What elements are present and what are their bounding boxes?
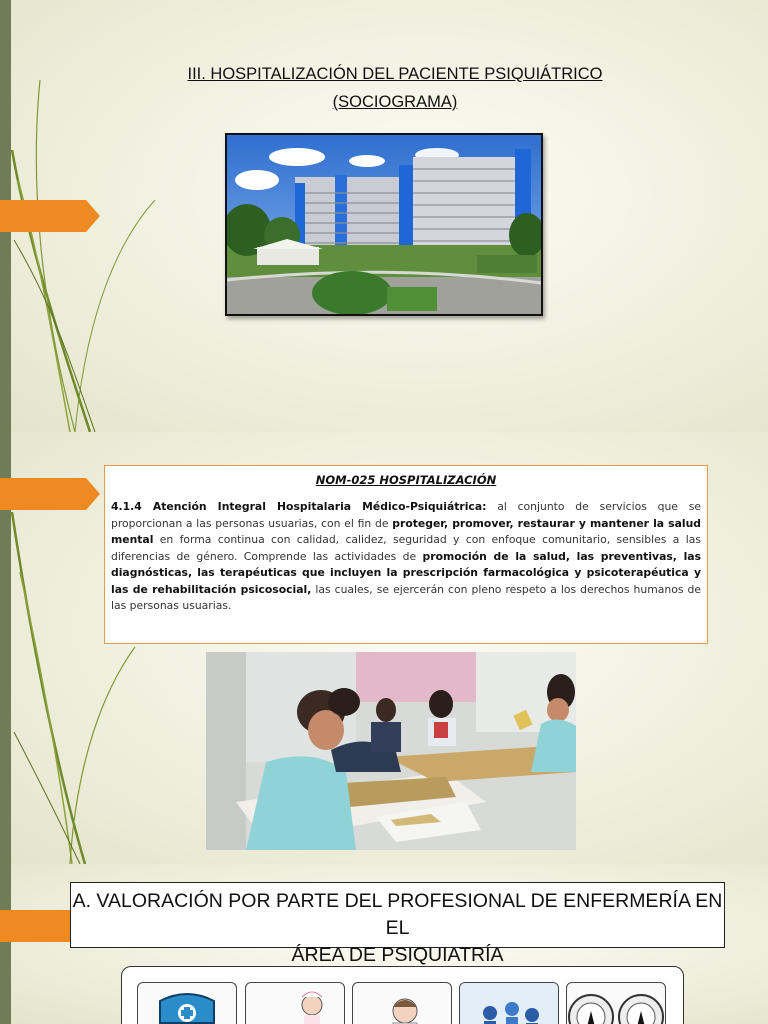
orange-arrow-tab (0, 478, 100, 510)
patients-activity-photo (206, 652, 576, 850)
paragraph-text-2: en forma continua con calidad, calidez, seguridad y con enfoque comunitario, sensibles a las diferencias de género. Comprende las actividades de (111, 533, 701, 563)
slide-title (70, 882, 725, 966)
nom-025-text-box (104, 465, 708, 644)
title-line-2: (SOCIOGRAMA) (332, 93, 458, 111)
medical-team-icon (459, 982, 559, 1024)
doctor-illustration-icon (352, 982, 452, 1024)
side-bar (0, 864, 11, 1024)
title-line-1: A. VALORACIÓN POR PARTE DEL PROFESIONAL DE ENFERMERÍA EN EL (72, 890, 723, 939)
paragraph-bold-3: promoción de la salud, las preventivas, las diagnósticas, las terapéuticas que incluyen la prescripción farmacológica y psicoterapéutica y las de rehabilitación psicosocial, (111, 549, 701, 596)
nurse-cap-icon (137, 982, 237, 1024)
institutional-seals-icon (566, 982, 666, 1024)
title-line-1: III. HOSPITALIZACIÓN DEL PACIENTE PSIQUIÁTRICO (187, 65, 603, 83)
slide-title (150, 60, 640, 116)
slide-hospitalizacion (0, 0, 768, 432)
paragraph-text-1: al conjunto de servicios que se proporcionan a las personas usuarias, con el fin de (111, 500, 701, 530)
slide-valoracion (0, 864, 768, 1024)
definition-heading: 4.1.4 Atención Integral Hospitalaria Médico-Psiquiátrica: (111, 500, 487, 513)
orange-arrow-tab (0, 200, 100, 232)
paragraph-text-3: las cuales, se ejercerán con pleno respeto a los derechos humanos de las personas usuarias. (111, 582, 701, 612)
title-line-2: ÁREA DE PSIQUIATRÍA (291, 944, 504, 966)
hospital-photo (225, 133, 543, 316)
slide-nom025 (0, 432, 768, 864)
nom-paragraph (111, 499, 701, 615)
paragraph-bold-2: proteger, promover, restaurar y mantener la salud mental (111, 516, 701, 546)
nurse-illustration-icon (245, 982, 345, 1024)
orange-arrow-tab (0, 910, 70, 942)
box-title: NOM-025 HOSPITALIZACIÓN (315, 473, 497, 487)
